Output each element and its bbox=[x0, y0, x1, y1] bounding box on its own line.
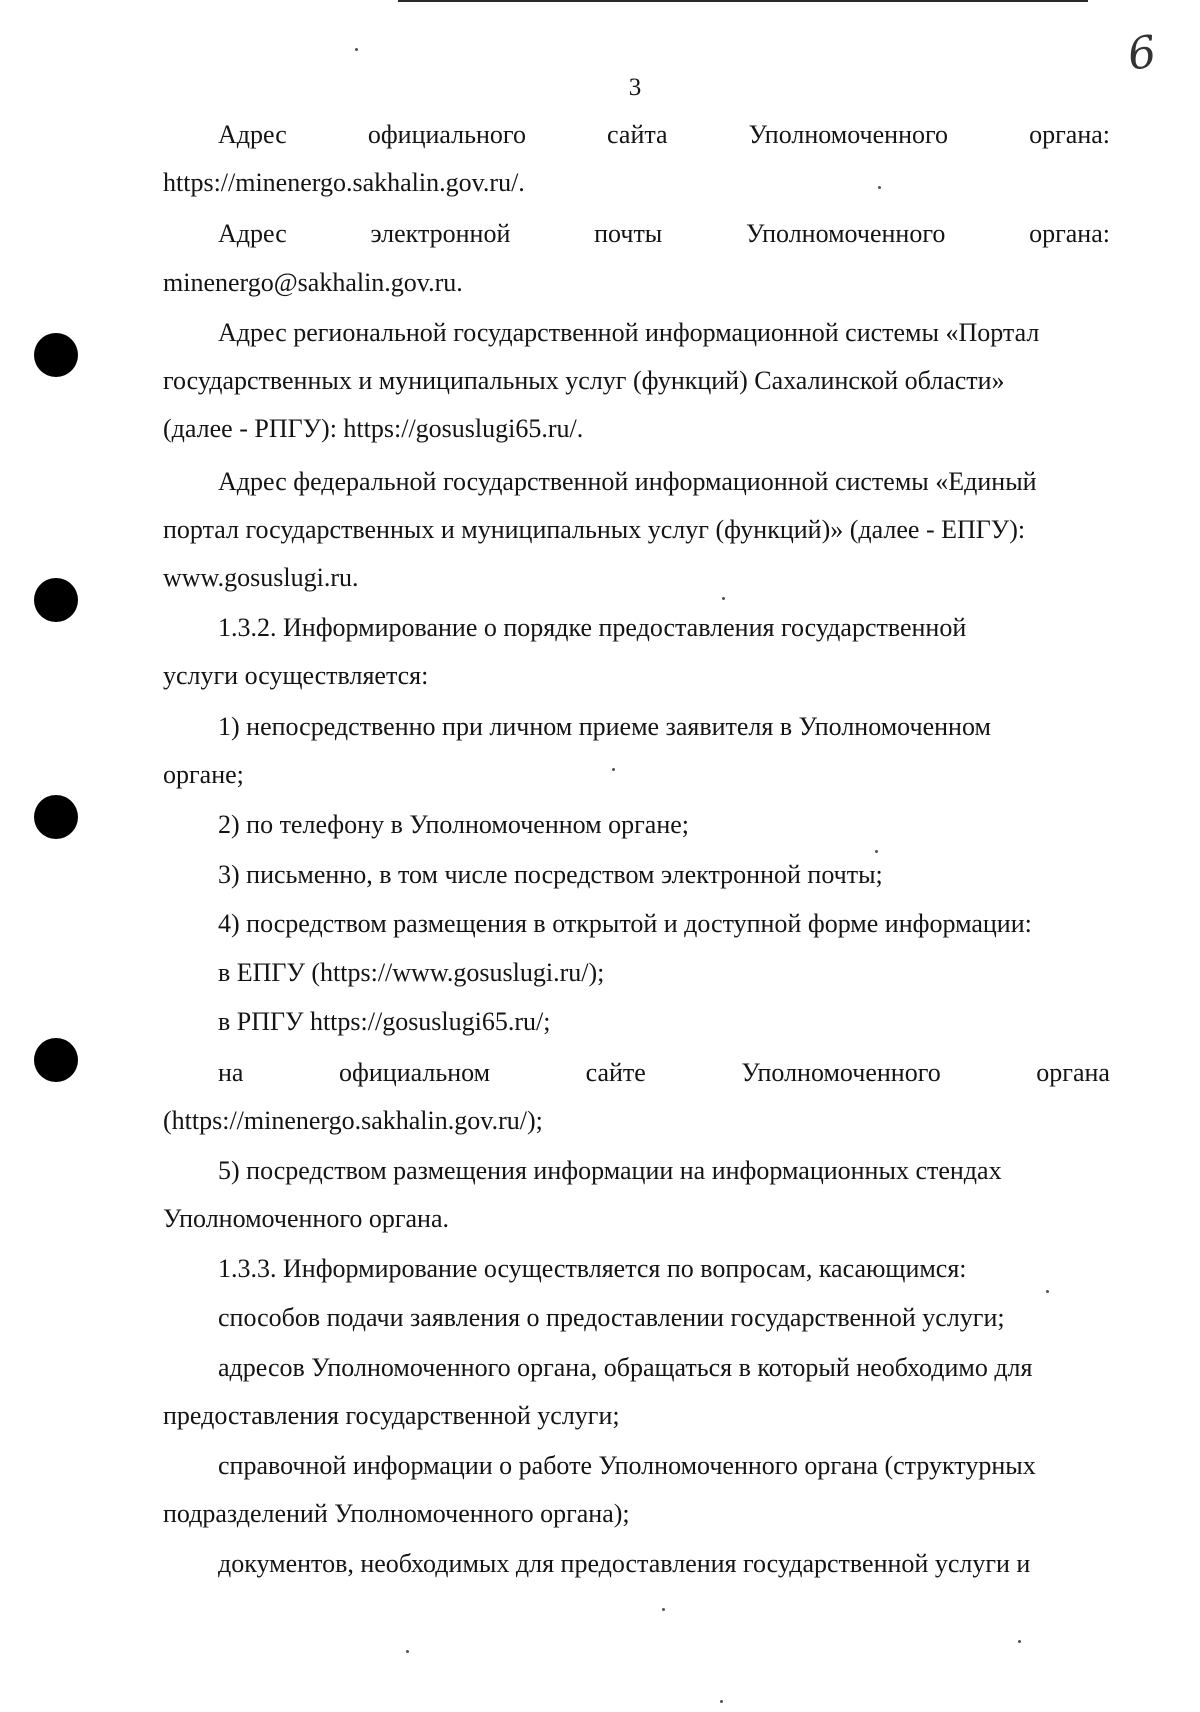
site-url: https://minenergo.sakhalin.gov.ru/. bbox=[163, 168, 525, 197]
rpgu-line: (далее - РПГУ): https://gosuslugi65.ru/. bbox=[163, 414, 584, 443]
word: Уполномоченного bbox=[741, 1058, 941, 1087]
word: почты bbox=[594, 219, 663, 248]
epgu-line: Адрес федеральной государственной информационной системы «Единый bbox=[218, 467, 1037, 496]
email-value: minenergo@sakhalin.gov.ru. bbox=[163, 268, 463, 297]
list-item-5: 5) посредством размещения информации на информационных стендах bbox=[218, 1156, 1002, 1185]
word: Адрес bbox=[218, 120, 287, 149]
list-item-4-site-url: (https://minenergo.sakhalin.gov.ru/); bbox=[163, 1106, 543, 1135]
word: электронной bbox=[370, 219, 511, 248]
topic-item: документов, необходимых для предоставления государственной услуги и bbox=[218, 1549, 1031, 1578]
list-item-4: 4) посредством размещения в открытой и доступной форме информации: bbox=[218, 909, 1032, 938]
word: органа bbox=[1036, 1058, 1110, 1087]
scan-speck bbox=[612, 768, 615, 771]
scan-speck bbox=[875, 850, 878, 853]
topic-item: предоставления государственной услуги; bbox=[163, 1401, 620, 1430]
scan-speck bbox=[1046, 1290, 1049, 1293]
word: сайте bbox=[585, 1058, 646, 1087]
epgu-line: www.gosuslugi.ru. bbox=[163, 563, 359, 592]
scan-speck bbox=[720, 1700, 723, 1703]
word: Уполномоченного bbox=[746, 219, 946, 248]
topic-item: справочной информации о работе Уполномоченного органа (структурных bbox=[218, 1451, 1036, 1480]
section-1-3-2: услуги осуществляется: bbox=[163, 661, 429, 690]
section-1-3-3: 1.3.3. Информирование осуществляется по вопросам, касающимся: bbox=[218, 1254, 967, 1283]
word: Уполномоченного bbox=[748, 120, 949, 149]
word: сайта bbox=[607, 120, 668, 149]
rpgu-line: государственных и муниципальных услуг (функций) Сахалинской области» bbox=[163, 366, 1005, 395]
list-item-5: Уполномоченного органа. bbox=[163, 1204, 449, 1233]
handwritten-page-number: 6 bbox=[1124, 26, 1160, 81]
word: официальном bbox=[339, 1058, 491, 1087]
scan-speck bbox=[406, 1650, 409, 1653]
topic-item: адресов Уполномоченного органа, обращаться в который необходимо для bbox=[218, 1353, 1033, 1382]
section-1-3-2: 1.3.2. Информирование о порядке предоставления государственной bbox=[218, 613, 967, 642]
word: органа: bbox=[1029, 219, 1110, 248]
scan-speck bbox=[878, 186, 881, 189]
punch-hole bbox=[34, 1038, 78, 1082]
scan-speck bbox=[722, 597, 725, 600]
punch-hole bbox=[34, 795, 78, 839]
email-address-line bbox=[218, 219, 1110, 249]
list-item-1: 1) непосредственно при личном приеме заявителя в Уполномоченном bbox=[218, 712, 991, 741]
epgu-line: портал государственных и муниципальных услуг (функций)» (далее - ЕПГУ): bbox=[163, 515, 1026, 544]
punch-hole bbox=[34, 333, 78, 377]
page-number: 3 bbox=[628, 74, 642, 101]
scan-speck bbox=[355, 48, 358, 51]
word: органа: bbox=[1029, 120, 1110, 149]
topic-item: способов подачи заявления о предоставлении государственной услуги; bbox=[218, 1303, 1005, 1332]
list-item-2: 2) по телефону в Уполномоченном органе; bbox=[218, 810, 689, 839]
top-rule bbox=[398, 0, 1088, 2]
list-item-1: органе; bbox=[163, 760, 244, 789]
topic-item: подразделений Уполномоченного органа); bbox=[163, 1499, 630, 1528]
scan-speck bbox=[662, 1608, 665, 1611]
word: официального bbox=[367, 120, 526, 149]
word: Адрес bbox=[218, 219, 287, 248]
punch-hole bbox=[34, 578, 78, 622]
list-item-4-rpgu: в РПГУ https://gosuslugi65.ru/; bbox=[218, 1007, 551, 1036]
site-address-line bbox=[218, 120, 1110, 150]
list-item-4-site-line bbox=[218, 1058, 1110, 1088]
scan-speck bbox=[1018, 1640, 1021, 1643]
rpgu-line: Адрес региональной государственной информационной системы «Портал bbox=[218, 318, 1040, 347]
word: на bbox=[218, 1058, 244, 1087]
list-item-3: 3) письменно, в том числе посредством электронной почты; bbox=[218, 860, 883, 889]
list-item-4-epgu: в ЕПГУ (https://www.gosuslugi.ru/); bbox=[218, 958, 605, 987]
